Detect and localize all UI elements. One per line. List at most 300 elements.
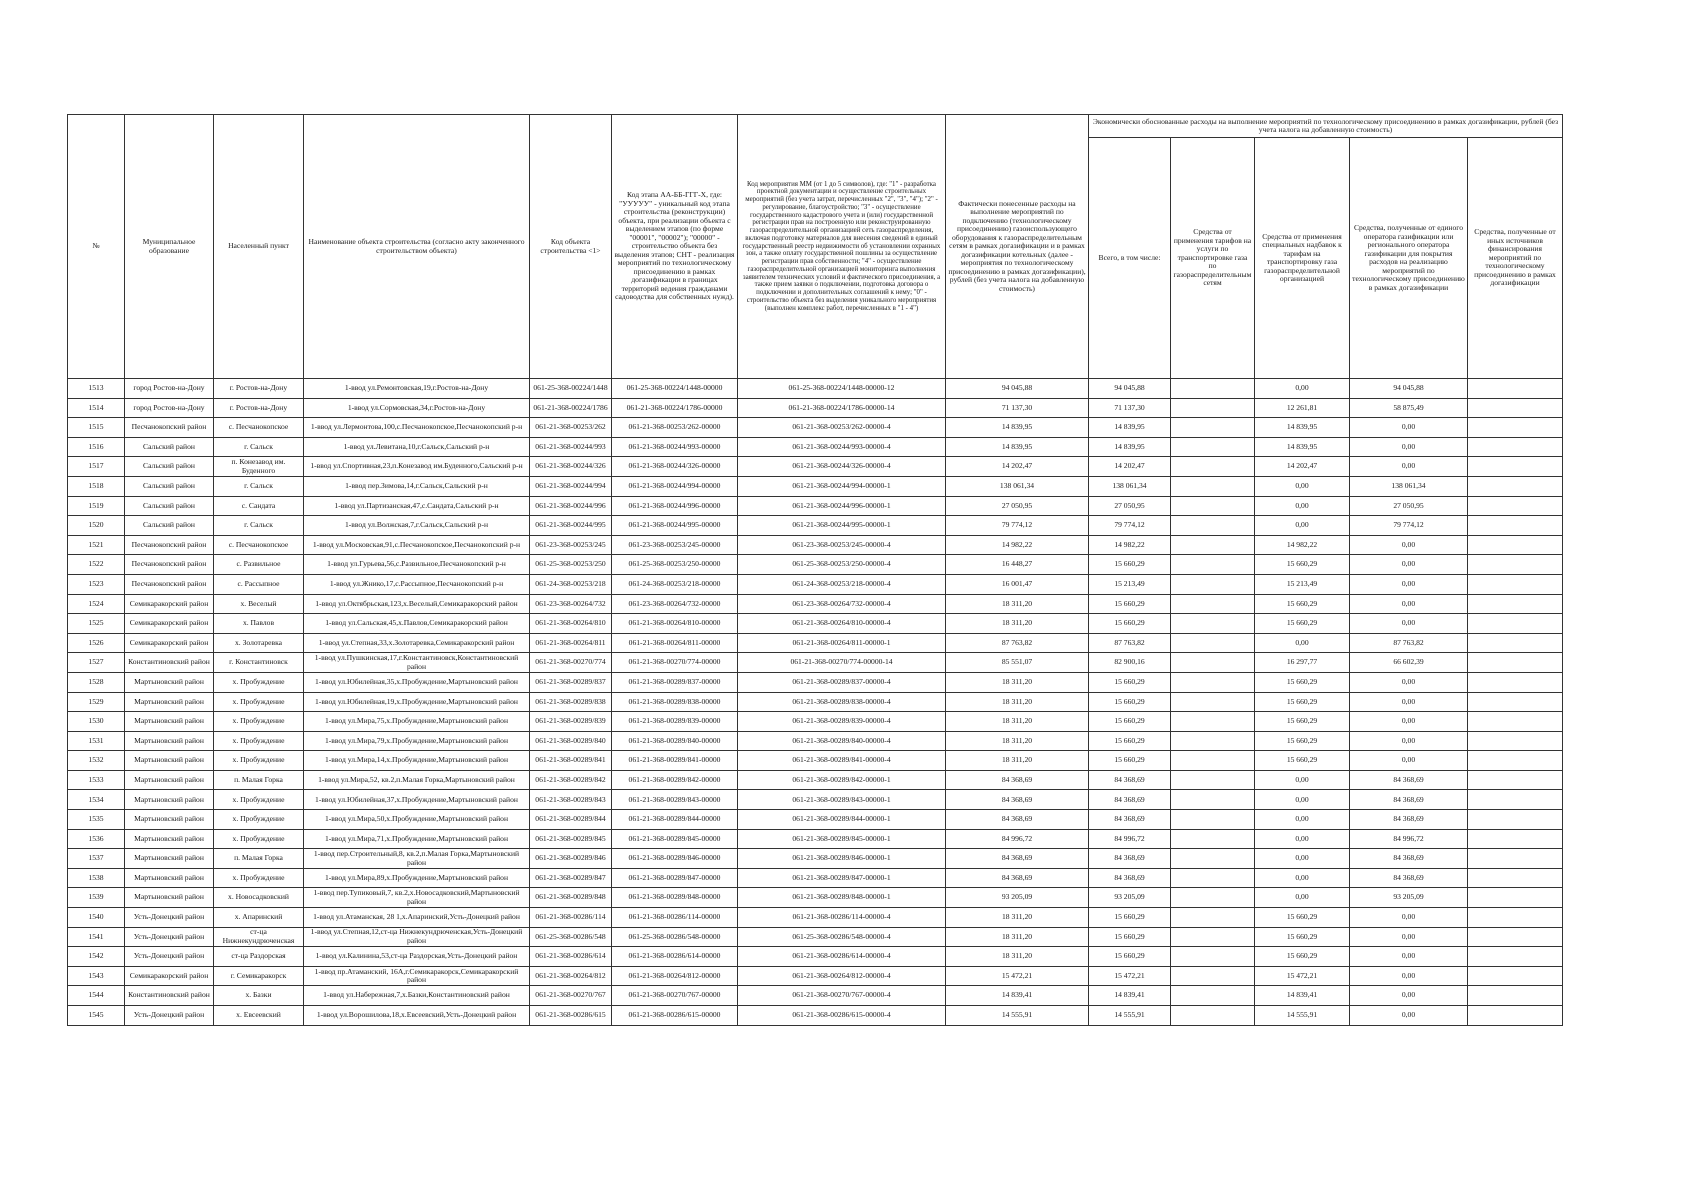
- actual-costs-cell: 14 839,41: [946, 986, 1089, 1006]
- municipality-cell: Мартыновский район: [125, 672, 214, 692]
- other-sources-cell: [1468, 379, 1563, 399]
- municipality-cell: Усть-Донецкий район: [125, 908, 214, 928]
- municipality-cell: Сальский район: [125, 476, 214, 496]
- special-markups-cell: 0,00: [1255, 496, 1350, 516]
- municipality-cell: Сальский район: [125, 457, 214, 477]
- settlement-cell: х. Пробуждение: [214, 692, 304, 712]
- object-code-cell: 061-21-368-00289/838: [530, 692, 612, 712]
- object-name-cell: 1-ввод ул.Мира,79,х.Пробуждение,Мартыновский район: [304, 731, 530, 751]
- actual-costs-cell: 71 137,30: [946, 398, 1089, 418]
- row-number: 1534: [68, 790, 125, 810]
- event-code-cell: 061-21-368-00289/842-00000-1: [738, 770, 946, 790]
- municipality-cell: Семикаракорский район: [125, 966, 214, 986]
- row-number: 1522: [68, 555, 125, 575]
- object-code-cell: 061-21-368-00289/840: [530, 731, 612, 751]
- object-name-cell: 1-ввод ул.Спортивная,23,п.Конезавод им.Буденного,Сальский р-н: [304, 457, 530, 477]
- other-sources-cell: [1468, 633, 1563, 653]
- tariff-transport-cell: [1171, 908, 1255, 928]
- total-cell: 84 368,69: [1089, 770, 1171, 790]
- actual-costs-cell: 14 982,22: [946, 535, 1089, 555]
- other-sources-cell: [1468, 829, 1563, 849]
- tariff-transport-cell: [1171, 496, 1255, 516]
- settlement-cell: х. Пробуждение: [214, 790, 304, 810]
- settlement-cell: с. Песчанокопское: [214, 418, 304, 438]
- row-number: 1537: [68, 849, 125, 869]
- event-code-cell: 061-21-368-00289/840-00000-4: [738, 731, 946, 751]
- object-name-cell: 1-ввод ул.Юбилейная,37,х.Пробуждение,Мартыновский район: [304, 790, 530, 810]
- event-code-cell: 061-21-368-00289/845-00000-1: [738, 829, 946, 849]
- special-markups-cell: 12 261,81: [1255, 398, 1350, 418]
- settlement-cell: г. Семикаракорск: [214, 966, 304, 986]
- total-cell: 71 137,30: [1089, 398, 1171, 418]
- special-markups-cell: 15 472,21: [1255, 966, 1350, 986]
- header-stage-code: Код этапа АА-ББ-ГГГ-Х, где: "УУУУУ" - уникальный код этапа строительства (реконструкции) объекта, при реализации объекта с выделением этапов (по форме "00001", "00002"); "00000" - строительство объекта без выделения этапов; СНТ - реализация мероприятий по технологическому присоединению в рамках догазификации в границах территорий ведения гражданами садоводства для собственных нужд).: [612, 115, 738, 379]
- object-name-cell: 1-ввод ул.Пушкинская,17,г.Константиновск,Константиновский район: [304, 653, 530, 673]
- municipality-cell: город Ростов-на-Дону: [125, 398, 214, 418]
- settlement-cell: г. Ростов-на-Дону: [214, 398, 304, 418]
- single-operator-cell: 0,00: [1350, 927, 1468, 947]
- single-operator-cell: 138 061,34: [1350, 476, 1468, 496]
- object-code-cell: 061-21-368-00289/848: [530, 888, 612, 908]
- row-number: 1533: [68, 770, 125, 790]
- municipality-cell: Песчанокопский район: [125, 555, 214, 575]
- table-row: [68, 476, 1563, 496]
- municipality-cell: Мартыновский район: [125, 810, 214, 830]
- object-name-cell: 1-ввод ул.Степная,33,х.Золотаревка,Семикаракорский район: [304, 633, 530, 653]
- municipality-cell: Мартыновский район: [125, 790, 214, 810]
- table-row: [68, 849, 1563, 869]
- single-operator-cell: 87 763,82: [1350, 633, 1468, 653]
- total-cell: 82 900,16: [1089, 653, 1171, 673]
- stage-code-cell: 061-21-368-00244/994-00000: [612, 476, 738, 496]
- object-name-cell: 1-ввод ул.Ворошилова,18,х.Евсеевский,Усть-Донецкий район: [304, 1006, 530, 1026]
- stage-code-cell: 061-21-368-00289/838-00000: [612, 692, 738, 712]
- table-row: [68, 535, 1563, 555]
- special-markups-cell: 14 839,41: [1255, 986, 1350, 1006]
- total-cell: 15 660,29: [1089, 731, 1171, 751]
- table-row: [68, 731, 1563, 751]
- header-object-code: Код объекта строительства <1>: [530, 115, 612, 379]
- single-operator-cell: 0,00: [1350, 418, 1468, 438]
- other-sources-cell: [1468, 535, 1563, 555]
- stage-code-cell: 061-21-368-00289/841-00000: [612, 751, 738, 771]
- other-sources-cell: [1468, 555, 1563, 575]
- object-name-cell: 1-ввод ул.Атаманская, 28 1,х.Апаринский,Усть-Донецкий район: [304, 908, 530, 928]
- total-cell: 84 368,69: [1089, 849, 1171, 869]
- settlement-cell: г. Сальск: [214, 516, 304, 536]
- actual-costs-cell: 14 839,95: [946, 418, 1089, 438]
- actual-costs-cell: 79 774,12: [946, 516, 1089, 536]
- municipality-cell: Мартыновский район: [125, 829, 214, 849]
- settlement-cell: х. Новосадковский: [214, 888, 304, 908]
- tariff-transport-cell: [1171, 476, 1255, 496]
- other-sources-cell: [1468, 927, 1563, 947]
- single-operator-cell: 0,00: [1350, 457, 1468, 477]
- municipality-cell: Семикаракорский район: [125, 594, 214, 614]
- stage-code-cell: 061-21-368-00270/774-00000: [612, 653, 738, 673]
- settlement-cell: п. Конезавод им. Буденного: [214, 457, 304, 477]
- actual-costs-cell: 18 311,20: [946, 908, 1089, 928]
- table-row: [68, 574, 1563, 594]
- municipality-cell: Мартыновский район: [125, 751, 214, 771]
- settlement-cell: г. Сальск: [214, 476, 304, 496]
- other-sources-cell: [1468, 614, 1563, 634]
- stage-code-cell: 061-25-368-00286/548-00000: [612, 927, 738, 947]
- object-name-cell: 1-ввод ул.Юбилейная,35,х.Пробуждение,Мартыновский район: [304, 672, 530, 692]
- special-markups-cell: 14 839,95: [1255, 437, 1350, 457]
- actual-costs-cell: 84 368,69: [946, 868, 1089, 888]
- table-row: [68, 751, 1563, 771]
- row-number: 1538: [68, 868, 125, 888]
- stage-code-cell: 061-24-368-00253/218-00000: [612, 574, 738, 594]
- object-name-cell: 1-ввод пер.Зимова,14,г.Сальск,Сальский р-н: [304, 476, 530, 496]
- event-code-cell: 061-21-368-00289/843-00000-1: [738, 790, 946, 810]
- tariff-transport-cell: [1171, 653, 1255, 673]
- total-cell: 15 660,29: [1089, 614, 1171, 634]
- table-row: [68, 810, 1563, 830]
- actual-costs-cell: 94 045,88: [946, 379, 1089, 399]
- actual-costs-cell: 84 368,69: [946, 790, 1089, 810]
- special-markups-cell: 0,00: [1255, 379, 1350, 399]
- table-row: [68, 516, 1563, 536]
- single-operator-cell: 0,00: [1350, 986, 1468, 1006]
- single-operator-cell: 0,00: [1350, 947, 1468, 967]
- special-markups-cell: 15 660,29: [1255, 594, 1350, 614]
- tariff-transport-cell: [1171, 986, 1255, 1006]
- object-code-cell: 061-21-368-00289/844: [530, 810, 612, 830]
- row-number: 1518: [68, 476, 125, 496]
- actual-costs-cell: 18 311,20: [946, 594, 1089, 614]
- row-number: 1521: [68, 535, 125, 555]
- other-sources-cell: [1468, 418, 1563, 438]
- single-operator-cell: 0,00: [1350, 614, 1468, 634]
- other-sources-cell: [1468, 888, 1563, 908]
- special-markups-cell: 0,00: [1255, 476, 1350, 496]
- municipality-cell: Константиновский район: [125, 986, 214, 1006]
- tariff-transport-cell: [1171, 437, 1255, 457]
- row-number: 1520: [68, 516, 125, 536]
- total-cell: 27 050,95: [1089, 496, 1171, 516]
- total-cell: 15 213,49: [1089, 574, 1171, 594]
- settlement-cell: г. Сальск: [214, 437, 304, 457]
- object-name-cell: 1-ввод ул.Набережная,7,х.Базки,Константиновский район: [304, 986, 530, 1006]
- object-code-cell: 061-21-368-00253/262: [530, 418, 612, 438]
- table-row: [68, 790, 1563, 810]
- special-markups-cell: 15 660,29: [1255, 692, 1350, 712]
- single-operator-cell: 0,00: [1350, 1006, 1468, 1026]
- event-code-cell: 061-21-368-00286/615-00000-4: [738, 1006, 946, 1026]
- total-cell: 15 660,29: [1089, 672, 1171, 692]
- actual-costs-cell: 93 205,09: [946, 888, 1089, 908]
- tariff-transport-cell: [1171, 829, 1255, 849]
- table-row: [68, 418, 1563, 438]
- municipality-cell: Сальский район: [125, 496, 214, 516]
- header-group-title: Экономически обоснованные расходы на выполнение мероприятий по технологическому присоединению в рамках догазификации, рублей (без учета налога на добавленную стоимость): [1089, 115, 1563, 138]
- special-markups-cell: 16 297,77: [1255, 653, 1350, 673]
- row-number: 1529: [68, 692, 125, 712]
- row-number: 1525: [68, 614, 125, 634]
- event-code-cell: 061-21-368-00244/994-00000-1: [738, 476, 946, 496]
- tariff-transport-cell: [1171, 379, 1255, 399]
- table-row: [68, 496, 1563, 516]
- table-row: [68, 457, 1563, 477]
- object-code-cell: 061-21-368-00224/1786: [530, 398, 612, 418]
- total-cell: 84 368,69: [1089, 868, 1171, 888]
- single-operator-cell: 0,00: [1350, 535, 1468, 555]
- municipality-cell: Семикаракорский район: [125, 633, 214, 653]
- table-row: [68, 1006, 1563, 1026]
- actual-costs-cell: 138 061,34: [946, 476, 1089, 496]
- stage-code-cell: 061-21-368-00286/114-00000: [612, 908, 738, 928]
- actual-costs-cell: 18 311,20: [946, 672, 1089, 692]
- event-code-cell: 061-21-368-00244/326-00000-4: [738, 457, 946, 477]
- table-row: [68, 614, 1563, 634]
- special-markups-cell: 0,00: [1255, 829, 1350, 849]
- table-body: [68, 379, 1563, 1026]
- stage-code-cell: 061-21-368-00264/812-00000: [612, 966, 738, 986]
- municipality-cell: Усть-Донецкий район: [125, 927, 214, 947]
- settlement-cell: х. Павлов: [214, 614, 304, 634]
- object-code-cell: 061-21-368-00289/846: [530, 849, 612, 869]
- row-number: 1514: [68, 398, 125, 418]
- object-name-cell: 1-ввод пр.Атаманский, 16А,г.Семикаракорск,Семикаракорский район: [304, 966, 530, 986]
- special-markups-cell: 15 660,29: [1255, 555, 1350, 575]
- costs-table: [67, 114, 1563, 1026]
- event-code-cell: 061-21-368-00244/993-00000-4: [738, 437, 946, 457]
- settlement-cell: х. Веселый: [214, 594, 304, 614]
- other-sources-cell: [1468, 457, 1563, 477]
- settlement-cell: г. Константиновск: [214, 653, 304, 673]
- object-code-cell: 061-21-368-00264/812: [530, 966, 612, 986]
- tariff-transport-cell: [1171, 535, 1255, 555]
- event-code-cell: 061-21-368-00286/614-00000-4: [738, 947, 946, 967]
- total-cell: 15 660,29: [1089, 947, 1171, 967]
- municipality-cell: Семикаракорский район: [125, 614, 214, 634]
- object-code-cell: 061-21-368-00264/810: [530, 614, 612, 634]
- table-row: [68, 672, 1563, 692]
- table-row: [68, 829, 1563, 849]
- row-number: 1541: [68, 927, 125, 947]
- municipality-cell: город Ростов-на-Дону: [125, 379, 214, 399]
- event-code-cell: 061-23-368-00253/245-00000-4: [738, 535, 946, 555]
- object-name-cell: 1-ввод ул.Лермонтова,100,с.Песчанокопское,Песчанокопский р-н: [304, 418, 530, 438]
- other-sources-cell: [1468, 653, 1563, 673]
- actual-costs-cell: 18 311,20: [946, 692, 1089, 712]
- total-cell: 14 839,95: [1089, 437, 1171, 457]
- other-sources-cell: [1468, 437, 1563, 457]
- single-operator-cell: 84 368,69: [1350, 790, 1468, 810]
- actual-costs-cell: 14 839,95: [946, 437, 1089, 457]
- table-row: [68, 692, 1563, 712]
- tariff-transport-cell: [1171, 810, 1255, 830]
- stage-code-cell: 061-25-368-00253/250-00000: [612, 555, 738, 575]
- actual-costs-cell: 84 368,69: [946, 770, 1089, 790]
- object-code-cell: 061-21-368-00289/843: [530, 790, 612, 810]
- special-markups-cell: 14 555,91: [1255, 1006, 1350, 1026]
- table-row: [68, 379, 1563, 399]
- table-row: [68, 398, 1563, 418]
- other-sources-cell: [1468, 574, 1563, 594]
- other-sources-cell: [1468, 770, 1563, 790]
- stage-code-cell: 061-21-368-00286/614-00000: [612, 947, 738, 967]
- event-code-cell: 061-25-368-00224/1448-00000-12: [738, 379, 946, 399]
- object-name-cell: 1-ввод ул.Ремонтовская,19,г.Ростов-на-Дону: [304, 379, 530, 399]
- row-number: 1543: [68, 966, 125, 986]
- actual-costs-cell: 14 202,47: [946, 457, 1089, 477]
- special-markups-cell: 0,00: [1255, 888, 1350, 908]
- stage-code-cell: 061-21-368-00289/846-00000: [612, 849, 738, 869]
- other-sources-cell: [1468, 672, 1563, 692]
- special-markups-cell: 0,00: [1255, 790, 1350, 810]
- settlement-cell: х. Золотаревка: [214, 633, 304, 653]
- object-code-cell: 061-23-368-00253/245: [530, 535, 612, 555]
- single-operator-cell: 0,00: [1350, 908, 1468, 928]
- tariff-transport-cell: [1171, 574, 1255, 594]
- object-code-cell: 061-21-368-00289/841: [530, 751, 612, 771]
- actual-costs-cell: 84 368,69: [946, 810, 1089, 830]
- event-code-cell: 061-21-368-00253/262-00000-4: [738, 418, 946, 438]
- stage-code-cell: 061-21-368-00244/996-00000: [612, 496, 738, 516]
- other-sources-cell: [1468, 1006, 1563, 1026]
- special-markups-cell: 0,00: [1255, 516, 1350, 536]
- total-cell: 15 660,29: [1089, 555, 1171, 575]
- special-markups-cell: 14 982,22: [1255, 535, 1350, 555]
- municipality-cell: Песчанокопский район: [125, 574, 214, 594]
- settlement-cell: х. Пробуждение: [214, 829, 304, 849]
- event-code-cell: 061-21-368-00244/995-00000-1: [738, 516, 946, 536]
- total-cell: 15 660,29: [1089, 594, 1171, 614]
- single-operator-cell: 0,00: [1350, 437, 1468, 457]
- other-sources-cell: [1468, 966, 1563, 986]
- settlement-cell: п. Малая Горка: [214, 849, 304, 869]
- total-cell: 93 205,09: [1089, 888, 1171, 908]
- other-sources-cell: [1468, 712, 1563, 732]
- object-name-cell: 1-ввод ул.Степная,12,ст-ца Нижнекундрюченская,Усть-Донецкий район: [304, 927, 530, 947]
- special-markups-cell: 0,00: [1255, 633, 1350, 653]
- stage-code-cell: 061-21-368-00286/615-00000: [612, 1006, 738, 1026]
- object-name-cell: 1-ввод ул.Волжская,7,г.Сальск,Сальский р-н: [304, 516, 530, 536]
- table-row: [68, 437, 1563, 457]
- actual-costs-cell: 85 551,07: [946, 653, 1089, 673]
- row-number: 1544: [68, 986, 125, 1006]
- other-sources-cell: [1468, 476, 1563, 496]
- stage-code-cell: 061-23-368-00253/245-00000: [612, 535, 738, 555]
- total-cell: 79 774,12: [1089, 516, 1171, 536]
- settlement-cell: х. Пробуждение: [214, 868, 304, 888]
- settlement-cell: х. Евсеевский: [214, 1006, 304, 1026]
- object-name-cell: 1-ввод ул.Мира,71,х.Пробуждение,Мартыновский район: [304, 829, 530, 849]
- single-operator-cell: 0,00: [1350, 966, 1468, 986]
- actual-costs-cell: 18 311,20: [946, 614, 1089, 634]
- total-cell: 14 839,95: [1089, 418, 1171, 438]
- tariff-transport-cell: [1171, 712, 1255, 732]
- total-cell: 87 763,82: [1089, 633, 1171, 653]
- event-code-cell: 061-21-368-00289/841-00000-4: [738, 751, 946, 771]
- other-sources-cell: [1468, 496, 1563, 516]
- stage-code-cell: 061-21-368-00253/262-00000: [612, 418, 738, 438]
- tariff-transport-cell: [1171, 457, 1255, 477]
- stage-code-cell: 061-21-368-00289/842-00000: [612, 770, 738, 790]
- single-operator-cell: 0,00: [1350, 692, 1468, 712]
- event-code-cell: 061-21-368-00289/847-00000-1: [738, 868, 946, 888]
- object-name-cell: 1-ввод пер.Тупиковый,7, кв.2,х.Новосадковский,Мартыновский район: [304, 888, 530, 908]
- object-code-cell: 061-21-368-00270/767: [530, 986, 612, 1006]
- special-markups-cell: 14 839,95: [1255, 418, 1350, 438]
- tariff-transport-cell: [1171, 398, 1255, 418]
- event-code-cell: 061-23-368-00264/732-00000-4: [738, 594, 946, 614]
- object-code-cell: 061-21-368-00289/837: [530, 672, 612, 692]
- stage-code-cell: 061-21-368-00264/810-00000: [612, 614, 738, 634]
- actual-costs-cell: 27 050,95: [946, 496, 1089, 516]
- single-operator-cell: 0,00: [1350, 555, 1468, 575]
- event-code-cell: 061-21-368-00264/812-00000-4: [738, 966, 946, 986]
- other-sources-cell: [1468, 398, 1563, 418]
- total-cell: 14 982,22: [1089, 535, 1171, 555]
- stage-code-cell: 061-21-368-00270/767-00000: [612, 986, 738, 1006]
- object-name-cell: 1-ввод ул.Жнико,17,с.Рассыпное,Песчанокопский р-н: [304, 574, 530, 594]
- municipality-cell: Сальский район: [125, 516, 214, 536]
- municipality-cell: Мартыновский район: [125, 868, 214, 888]
- row-number: 1523: [68, 574, 125, 594]
- tariff-transport-cell: [1171, 927, 1255, 947]
- tariff-transport-cell: [1171, 594, 1255, 614]
- settlement-cell: с. Рассыпное: [214, 574, 304, 594]
- single-operator-cell: 0,00: [1350, 574, 1468, 594]
- table-row: [68, 653, 1563, 673]
- municipality-cell: Мартыновский район: [125, 712, 214, 732]
- special-markups-cell: 14 202,47: [1255, 457, 1350, 477]
- object-name-cell: 1-ввод ул.Мира,89,х.Пробуждение,Мартыновский район: [304, 868, 530, 888]
- tariff-transport-cell: [1171, 888, 1255, 908]
- table-row: [68, 594, 1563, 614]
- table-row: [68, 770, 1563, 790]
- municipality-cell: Сальский район: [125, 437, 214, 457]
- table-row: [68, 908, 1563, 928]
- event-code-cell: 061-21-368-00289/839-00000-4: [738, 712, 946, 732]
- tariff-transport-cell: [1171, 555, 1255, 575]
- other-sources-cell: [1468, 868, 1563, 888]
- stage-code-cell: 061-21-368-00289/837-00000: [612, 672, 738, 692]
- special-markups-cell: 15 660,29: [1255, 927, 1350, 947]
- municipality-cell: Мартыновский район: [125, 849, 214, 869]
- single-operator-cell: 58 875,49: [1350, 398, 1468, 418]
- row-number: 1516: [68, 437, 125, 457]
- row-number: 1524: [68, 594, 125, 614]
- object-name-cell: 1-ввод ул.Мира,52, кв.2,п.Малая Горка,Мартыновский район: [304, 770, 530, 790]
- stage-code-cell: 061-21-368-00289/840-00000: [612, 731, 738, 751]
- stage-code-cell: 061-21-368-00244/995-00000: [612, 516, 738, 536]
- special-markups-cell: 0,00: [1255, 849, 1350, 869]
- single-operator-cell: 84 368,69: [1350, 810, 1468, 830]
- row-number: 1535: [68, 810, 125, 830]
- tariff-transport-cell: [1171, 692, 1255, 712]
- object-name-cell: 1-ввод ул.Мира,75,х.Пробуждение,Мартыновский район: [304, 712, 530, 732]
- other-sources-cell: [1468, 790, 1563, 810]
- object-code-cell: 061-21-368-00244/996: [530, 496, 612, 516]
- stage-code-cell: 061-21-368-00289/839-00000: [612, 712, 738, 732]
- tariff-transport-cell: [1171, 731, 1255, 751]
- object-name-cell: 1-ввод ул.Мира,50,х.Пробуждение,Мартыновский район: [304, 810, 530, 830]
- settlement-cell: г. Ростов-на-Дону: [214, 379, 304, 399]
- event-code-cell: 061-21-368-00286/114-00000-4: [738, 908, 946, 928]
- other-sources-cell: [1468, 594, 1563, 614]
- object-name-cell: 1-ввод ул.Мира,14,х.Пробуждение,Мартыновский район: [304, 751, 530, 771]
- table-row: [68, 888, 1563, 908]
- event-code-cell: 061-21-368-00244/996-00000-1: [738, 496, 946, 516]
- row-number: 1515: [68, 418, 125, 438]
- total-cell: 15 660,29: [1089, 927, 1171, 947]
- event-code-cell: 061-21-368-00264/810-00000-4: [738, 614, 946, 634]
